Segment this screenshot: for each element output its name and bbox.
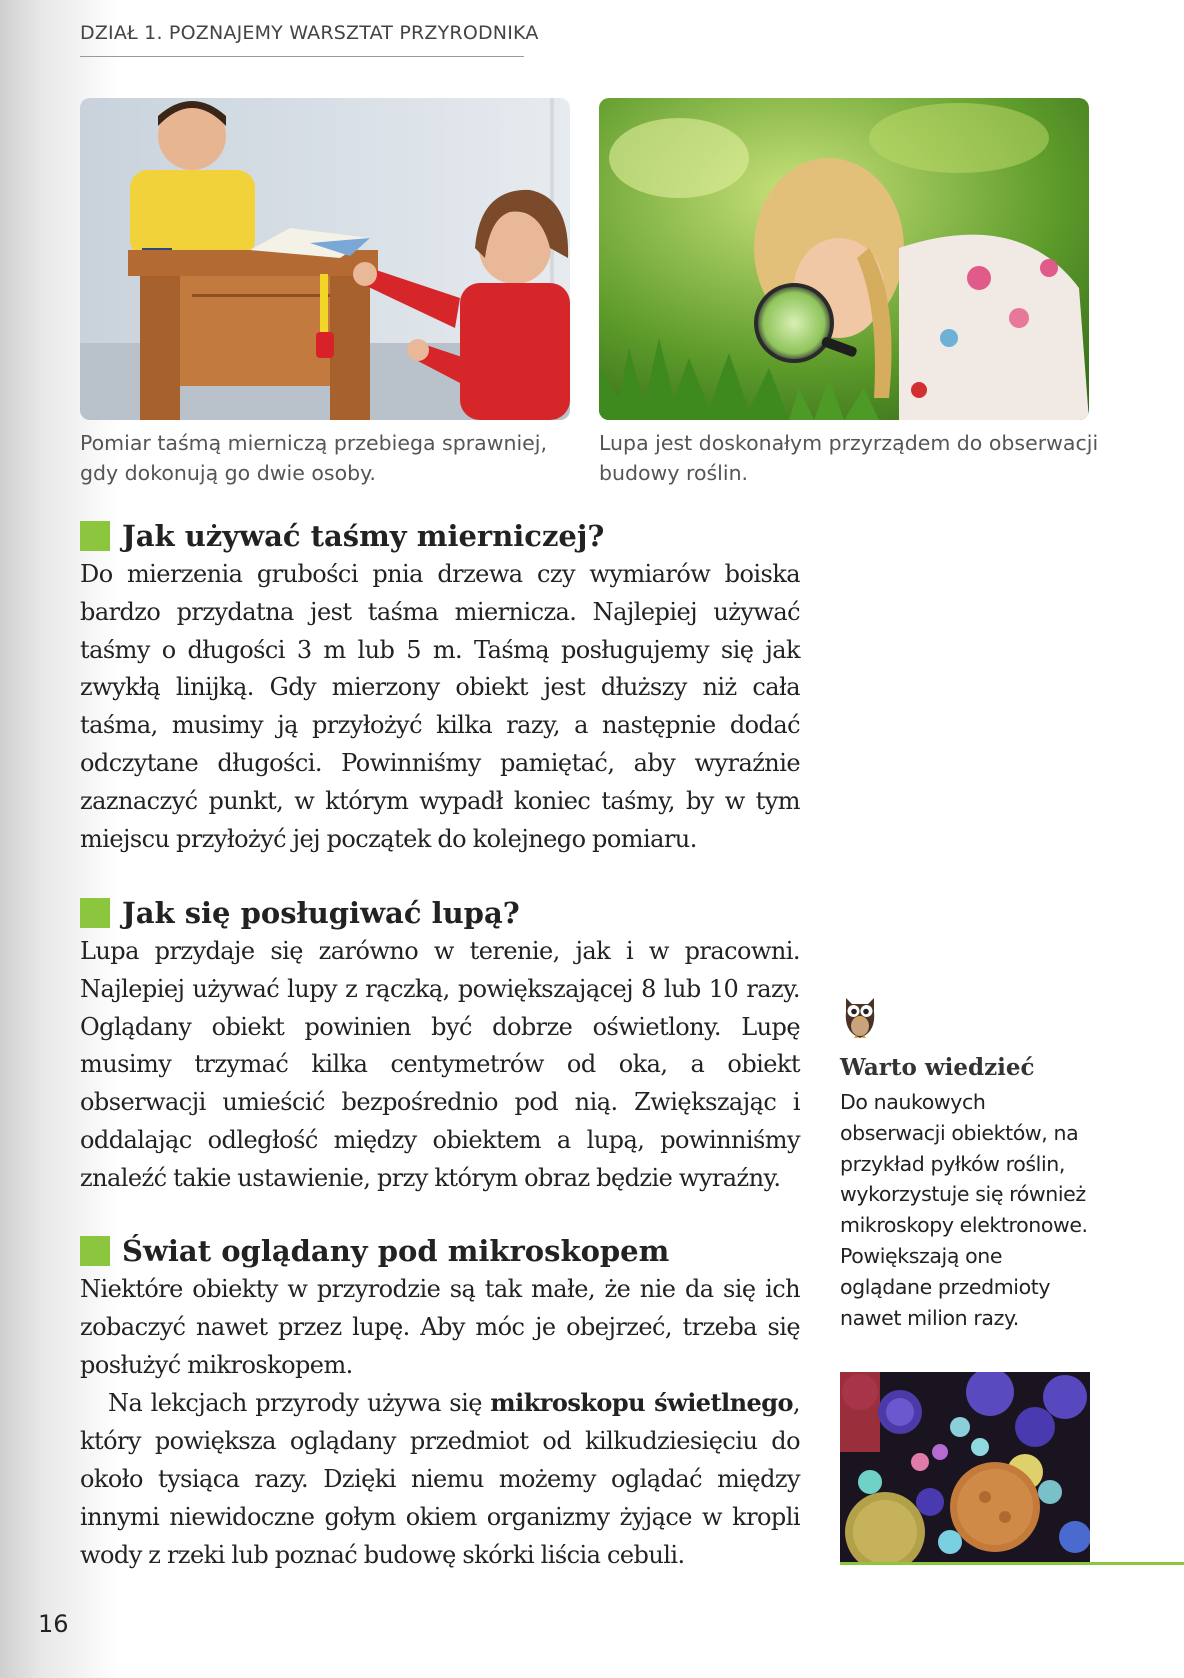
- chapter-header: DZIAŁ 1. POZNAJEMY WARSZTAT PRZYRODNIKA: [80, 22, 539, 44]
- section-magnifier: [80, 893, 800, 1198]
- owl-icon: [842, 992, 878, 1040]
- paragraph-text: Na lekcjach przyrody używa się: [108, 1389, 491, 1418]
- photo-tape-measure: [80, 98, 570, 420]
- green-square-bullet-icon: [80, 521, 110, 551]
- green-square-bullet-icon: [80, 898, 110, 928]
- section-title: Jak używać taśmy mierniczej?: [122, 519, 605, 553]
- header-divider: [80, 56, 524, 57]
- photo-left-caption: Pomiar taśmą mierniczą przebiega sprawniej, gdy dokonują go dwie osoby.: [80, 431, 548, 485]
- sidebar-text: Do naukowych obserwacji obiektów, na przykład pyłków roślin, wykorzystuje się również mikroskopy elektronowe. Powiększają one oglądane przedmioty nawet milion razy.: [840, 1090, 1088, 1330]
- section-title: Świat oglądany pod mikroskopem: [122, 1234, 670, 1268]
- green-square-bullet-icon: [80, 1236, 110, 1266]
- section-paragraph: Niektóre obiekty w przyrodzie są tak małe, że nie da się ich zobaczyć nawet przez lupę. Aby móc je obejrzeć, trzeba się posłużyć mikroskopem.: [80, 1275, 800, 1379]
- photo-pollen-microscope: [840, 1372, 1090, 1562]
- section-title: Jak się posługiwać lupą?: [122, 896, 520, 930]
- bold-term: mikroskopu świetlnego: [490, 1388, 793, 1418]
- section-heading: [80, 1231, 800, 1271]
- sidebar-title: Warto wiedzieć: [840, 1054, 1035, 1081]
- page-number: 16: [38, 1610, 69, 1638]
- photo-right-caption: Lupa jest doskonałym przyrządem do obserwacji budowy roślin.: [599, 431, 1099, 485]
- section-heading: [80, 893, 800, 933]
- section-microscope: [80, 1231, 800, 1574]
- section-paragraph: Do mierzenia grubości pnia drzewa czy wymiarów boiska bardzo przydatna jest taśma miernicza. Najlepiej używać taśmy o długości 3 m lub 5 m. Taśmą posługujemy się jak zwykłą linijką. Gdy mierzony obiekt jest dłuższy niż cała taśma, musimy ją przyłożyć kilka razy, a następnie dodać odczytane długości. Powinniśmy pamiętać, aby wyraźnie zaznaczyć punkt, w którym wypadł koniec taśmy, by w tym miejscu przyłożyć jej początek do kolejnego pomiaru.: [80, 560, 800, 853]
- section-paragraph: Lupa przydaje się zarówno w terenie, jak i w pracowni. Najlepiej używać lupy z rączką, powiększającej 8 lub 10 razy. Oglądany obiekt powinien być dobrze oświetlony. Lupę musimy trzymać kilka centymetrów od oka, a obiekt obserwacji umieścić bezpośrednio pod nią. Zwiększając i oddalając odległość między obiektem a lupą, powinniśmy znaleźć takie ustawienie, przy którym obraz będzie wyraźny.: [80, 937, 800, 1192]
- section-tape-measure: [80, 516, 800, 858]
- paragraph-text: , który powiększa oglądany przedmiot od kilkudziesięciu do około tysiąca razy. Dzięki niemu możemy oglądać między innymi niewidoczne gołym okiem organizmy żyjące w kropli wody z rzeki lub poznać budowę skórki liścia cebuli.: [80, 1389, 800, 1569]
- sidebar-bottom-rule: [840, 1562, 1184, 1565]
- section-paragraph-2: [80, 1384, 800, 1574]
- photo-magnifier-girl: [599, 98, 1089, 420]
- did-you-know-box: [840, 992, 1090, 1333]
- section-heading: [80, 516, 800, 556]
